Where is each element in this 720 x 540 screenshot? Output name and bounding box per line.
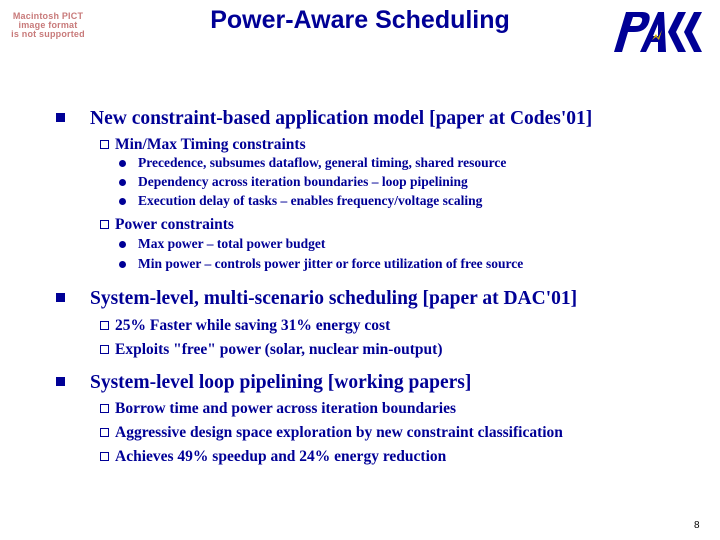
- bullet-text: Achieves 49% speedup and 24% energy reduction: [115, 448, 447, 465]
- bullet-text: Min power – controls power jitter or force utilization of free source: [138, 256, 524, 271]
- bullet-text: Execution delay of tasks – enables frequency/voltage scaling: [138, 193, 483, 208]
- bullet-text: System-level loop pipelining [working papers]: [90, 372, 472, 393]
- bullet-text: Dependency across iteration boundaries – loop pipelining: [138, 174, 468, 189]
- dot-bullet-icon: [119, 198, 126, 205]
- page-number: 8: [694, 520, 700, 531]
- bullet-text: System-level, multi-scenario scheduling [paper at DAC'01]: [90, 288, 578, 309]
- bullet-text: Max power – total power budget: [138, 236, 326, 251]
- dot-bullet-icon: [119, 179, 126, 186]
- bullet-text: Power constraints: [115, 216, 234, 233]
- bullet-text: New constraint-based application model [paper at Codes'01]: [90, 108, 593, 129]
- bullet-text: Min/Max Timing constraints: [115, 136, 306, 153]
- square-bullet-icon: [56, 293, 65, 302]
- checkbox-bullet-icon: [100, 220, 109, 229]
- square-bullet-icon: [56, 113, 65, 122]
- dot-bullet-icon: [119, 241, 126, 248]
- placeholder-line: Macintosh PICT: [12, 11, 84, 21]
- placeholder-line: is not supported: [11, 29, 85, 39]
- checkbox-bullet-icon: [100, 404, 109, 413]
- dot-bullet-icon: [119, 160, 126, 167]
- checkbox-bullet-icon: [100, 452, 109, 461]
- checkbox-bullet-icon: [100, 345, 109, 354]
- checkbox-bullet-icon: [100, 428, 109, 437]
- dot-bullet-icon: [119, 261, 126, 268]
- bullet-text: 25% Faster while saving 31% energy cost: [115, 317, 391, 334]
- bullet-text: Exploits "free" power (solar, nuclear min-output): [115, 341, 443, 358]
- placeholder-line: image format: [18, 20, 78, 30]
- slide-title: Power-Aware Scheduling: [210, 6, 510, 34]
- checkbox-bullet-icon: [100, 140, 109, 149]
- bullet-text: Precedence, subsumes dataflow, general timing, shared resource: [138, 155, 507, 170]
- square-bullet-icon: [56, 377, 65, 386]
- checkbox-bullet-icon: [100, 321, 109, 330]
- bullet-text: Borrow time and power across iteration boundaries: [115, 400, 456, 417]
- bullet-text: Aggressive design space exploration by new constraint classification: [115, 424, 563, 441]
